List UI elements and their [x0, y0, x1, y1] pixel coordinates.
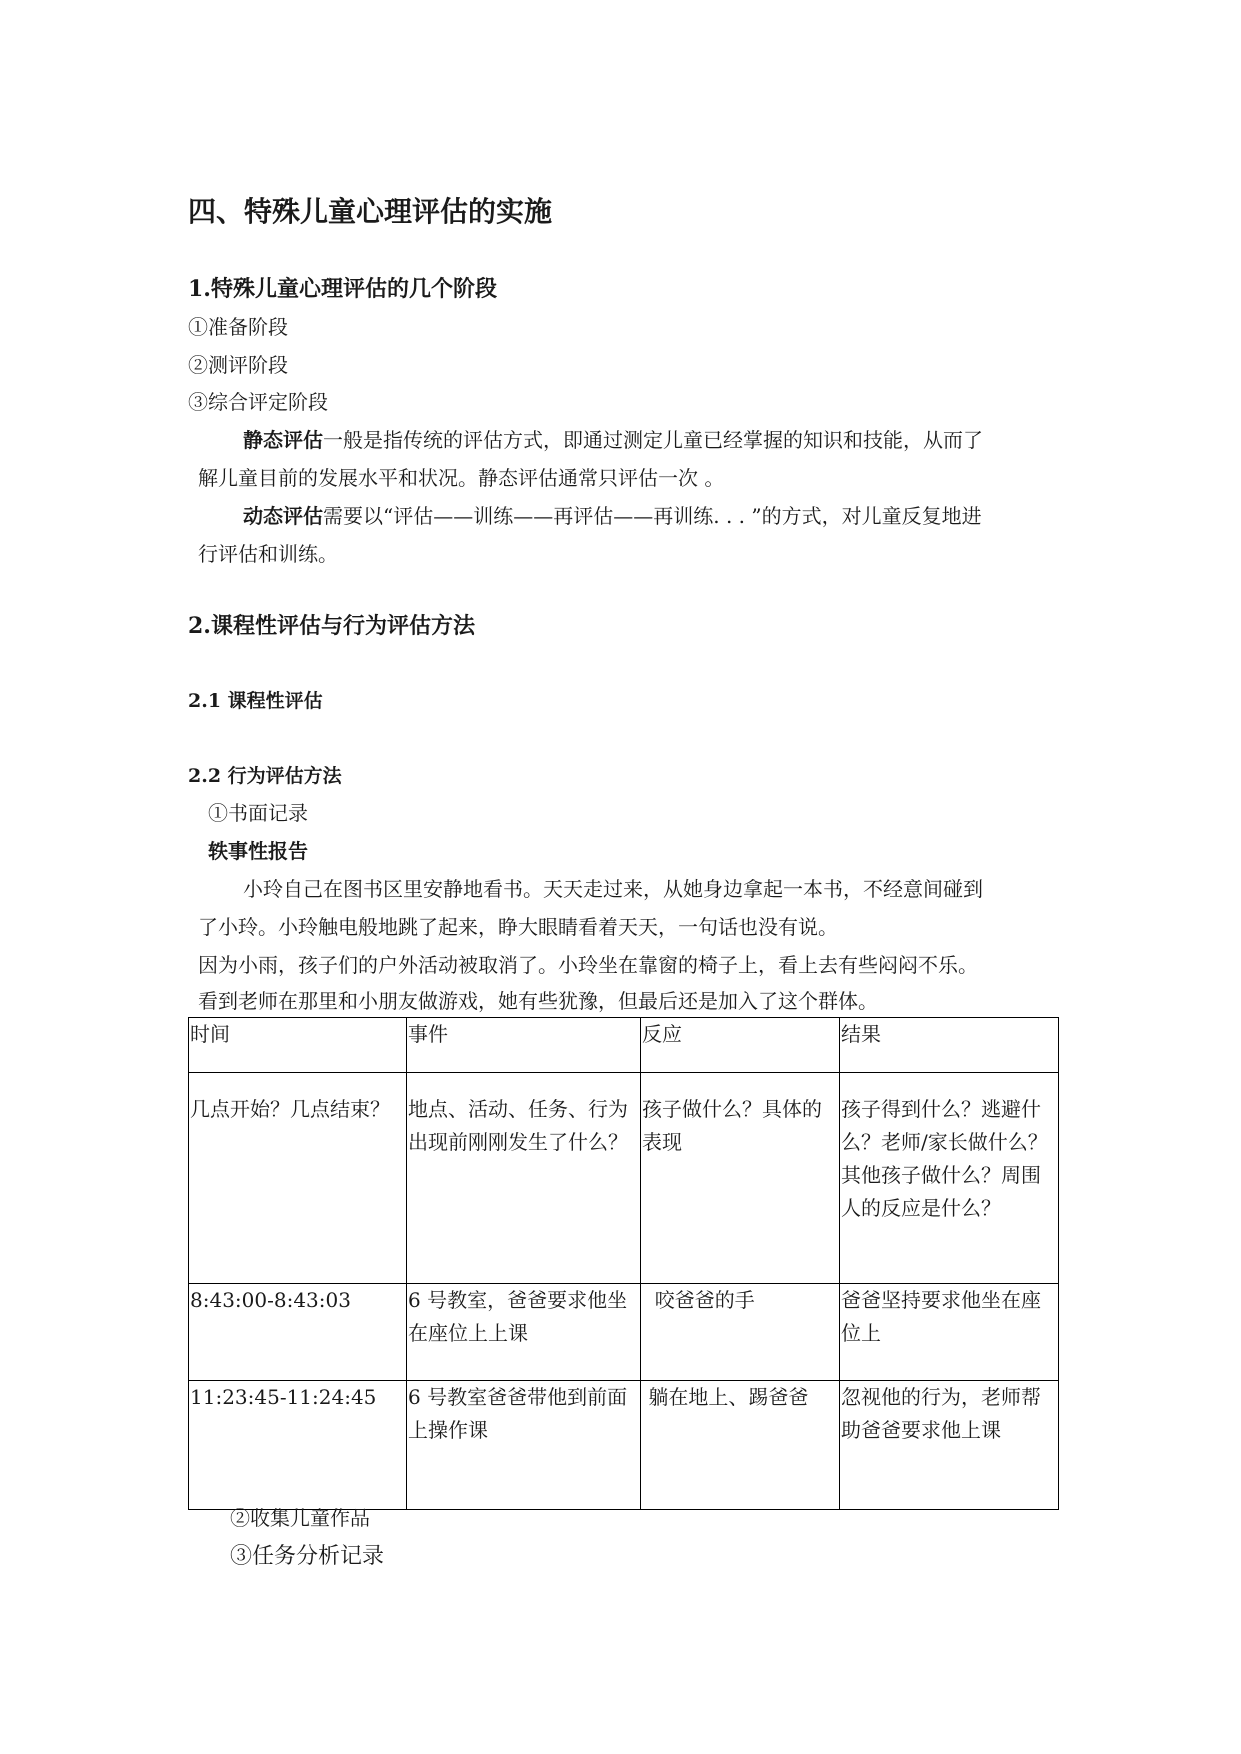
table-row: [189, 1073, 1059, 1284]
stage-item: ①准备阶段: [188, 315, 288, 339]
static-eval-text: 一般是指传统的评估方式，即通过测定儿童已经掌握的知识和技能，从而了: [323, 428, 983, 452]
table-cell: 爸爸坚持要求他坐在座位上: [840, 1284, 1059, 1381]
table-cell: 咬爸爸的手: [641, 1284, 840, 1381]
subsection-heading: 2.2 行为评估方法: [188, 765, 342, 787]
table-row: [189, 1284, 1059, 1381]
dynamic-eval-line2: 行评估和训练。: [198, 542, 338, 566]
stage-item: ③综合评定阶段: [188, 390, 328, 414]
table-cell: 几点开始？几点结束？: [189, 1073, 407, 1284]
table-cell: 地点、活动、任务、行为出现前刚刚发生了什么？: [407, 1073, 641, 1284]
method-item: ③任务分析记录: [230, 1544, 385, 1569]
static-eval-line2: 解儿童目前的发展水平和状况。静态评估通常只评估一次 。: [198, 466, 725, 490]
table-header-row: [189, 1018, 1059, 1073]
dynamic-eval-line1: [243, 500, 982, 529]
table-header-cell: 反应: [641, 1018, 840, 1073]
dynamic-eval-text: 需要以“评估——训练——再评估——再训练. . . ”的方式，对儿童反复地进: [323, 504, 982, 528]
anecdote-title: 轶事性报告: [208, 839, 308, 863]
table-cell: 8:43:00-8:43:03: [189, 1284, 407, 1381]
method-item: ①书面记录: [208, 801, 308, 825]
behavior-record-table: [188, 1017, 1059, 1510]
anecdote-line: 小玲自己在图书区里安静地看书。天天走过来，从她身边拿起一本书，不经意间碰到: [243, 877, 983, 901]
static-eval-term: 静态评估: [243, 428, 323, 452]
anecdote-line: 看到老师在那里和小朋友做游戏，她有些犹豫，但最后还是加入了这个群体。: [198, 989, 878, 1013]
table-header-cell: 结果: [840, 1018, 1059, 1073]
table-cell: 孩子做什么？具体的表现: [641, 1073, 840, 1284]
anecdote-line: 了小玲。小玲触电般地跳了起来，睁大眼睛看着天天，一句话也没有说。: [198, 915, 838, 939]
table-cell: 6 号教室，爸爸要求他坐在座位上上课: [407, 1284, 641, 1381]
static-eval-line1: [243, 424, 983, 453]
subsection-heading: 2.1 课程性评估: [188, 690, 323, 712]
table-header-cell: 事件: [407, 1018, 641, 1073]
page-title: 四、特殊儿童心理评估的实施: [188, 195, 553, 228]
stage-item: ②测评阶段: [188, 353, 288, 377]
section2-heading: 2.课程性评估与行为评估方法: [188, 613, 475, 639]
table-row: [189, 1381, 1059, 1510]
method-item: ②收集儿童作品: [230, 1506, 370, 1530]
anecdote-line: 因为小雨，孩子们的户外活动被取消了。小玲坐在靠窗的椅子上，看上去有些闷闷不乐。: [198, 953, 978, 977]
dynamic-eval-term: 动态评估: [243, 504, 323, 528]
table-header-cell: 时间: [189, 1018, 407, 1073]
table-cell: 孩子得到什么？逃避什么？老师/家长做什么？其他孩子做什么？周围人的反应是什么？: [840, 1073, 1059, 1284]
table-cell: 6 号教室爸爸带他到前面上操作课: [407, 1381, 641, 1510]
table-cell: 忽视他的行为，老师帮助爸爸要求他上课: [840, 1381, 1059, 1510]
table-cell: 躺在地上、踢爸爸: [641, 1381, 840, 1510]
section1-heading: 1.特殊儿童心理评估的几个阶段: [188, 276, 497, 302]
table-cell: 11:23:45-11:24:45: [189, 1381, 407, 1510]
